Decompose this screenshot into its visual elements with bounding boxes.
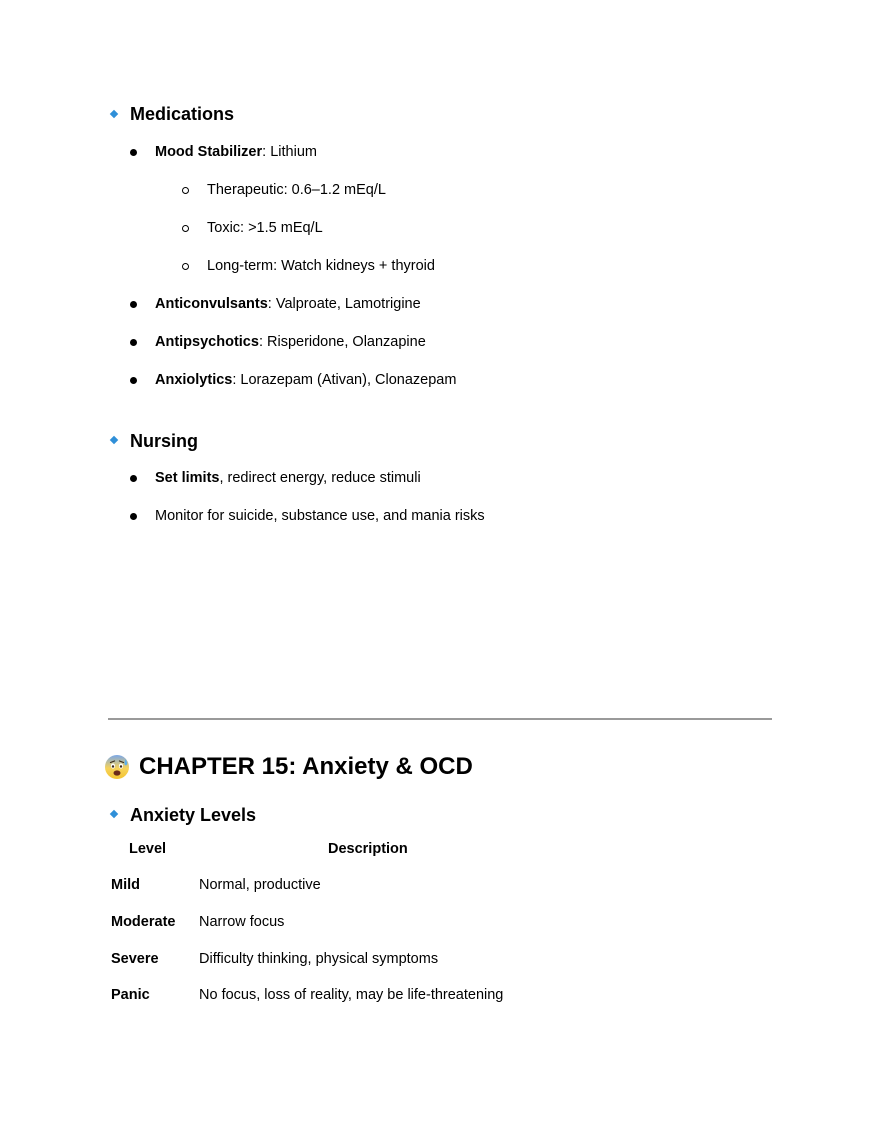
list-item-text: , redirect energy, reduce stimuli <box>219 470 421 486</box>
list-item-anxiolytics <box>155 371 456 389</box>
list-item-label: Anticonvulsants <box>155 296 268 312</box>
sub-item-therapeutic: Therapeutic: 0.6–1.2 mEq/L <box>207 182 386 198</box>
horizontal-rule <box>108 718 772 720</box>
list-item-antipsychotics <box>155 333 426 351</box>
list-item-label: Mood Stabilizer <box>155 144 263 160</box>
table-cell-level: Panic <box>111 987 150 1003</box>
table-cell-description: No focus, loss of reality, may be life-threatening <box>199 987 504 1003</box>
diamond-bullet-icon <box>110 810 118 818</box>
section-heading-anxiety-levels: Anxiety Levels <box>130 805 257 825</box>
section-heading-medications: Medications <box>130 104 235 124</box>
table-header-description: Description <box>328 841 408 857</box>
list-item-set-limits <box>155 469 421 487</box>
table-cell-level: Mild <box>111 877 140 893</box>
bullet-dot-icon <box>130 339 137 346</box>
diamond-bullet-icon <box>110 436 118 444</box>
sub-item-long-term: Long-term: Watch kidneys + thyroid <box>207 258 435 274</box>
list-item-anticonvulsants <box>155 295 421 313</box>
bullet-circle-icon <box>182 187 189 194</box>
diamond-bullet-icon <box>110 110 118 118</box>
list-item-text: : Risperidone, Olanzapine <box>258 334 426 350</box>
table-header-level: Level <box>129 841 167 857</box>
list-item-text: : Lithium <box>262 144 317 160</box>
table-cell-level: Moderate <box>111 914 176 930</box>
list-item-label: Antipsychotics <box>155 334 259 350</box>
list-item-monitor: Monitor for suicide, substance use, and mania risks <box>155 508 485 524</box>
list-item-label: Set limits <box>155 470 220 486</box>
bullet-dot-icon <box>130 149 137 156</box>
bullet-circle-icon <box>182 263 189 270</box>
bullet-dot-icon <box>130 475 137 482</box>
anxious-face-with-sweat-icon <box>104 754 130 780</box>
bullet-dot-icon <box>130 513 137 520</box>
bullet-dot-icon <box>130 377 137 384</box>
chapter-title: CHAPTER 15: Anxiety & OCD <box>139 753 473 780</box>
list-item-mood-stabilizer <box>155 143 317 161</box>
list-item-label: Anxiolytics <box>155 372 233 388</box>
table-cell-description: Normal, productive <box>199 877 321 893</box>
sub-item-toxic: Toxic: >1.5 mEq/L <box>207 220 323 236</box>
section-heading-nursing: Nursing <box>130 431 199 451</box>
list-item-text: : Valproate, Lamotrigine <box>267 296 421 312</box>
table-cell-description: Narrow focus <box>199 914 285 930</box>
bullet-circle-icon <box>182 225 189 232</box>
bullet-dot-icon <box>130 301 137 308</box>
table-cell-level: Severe <box>111 951 159 967</box>
table-cell-description: Difficulty thinking, physical symptoms <box>199 951 439 967</box>
list-item-text: : Lorazepam (Ativan), Clonazepam <box>232 372 457 388</box>
